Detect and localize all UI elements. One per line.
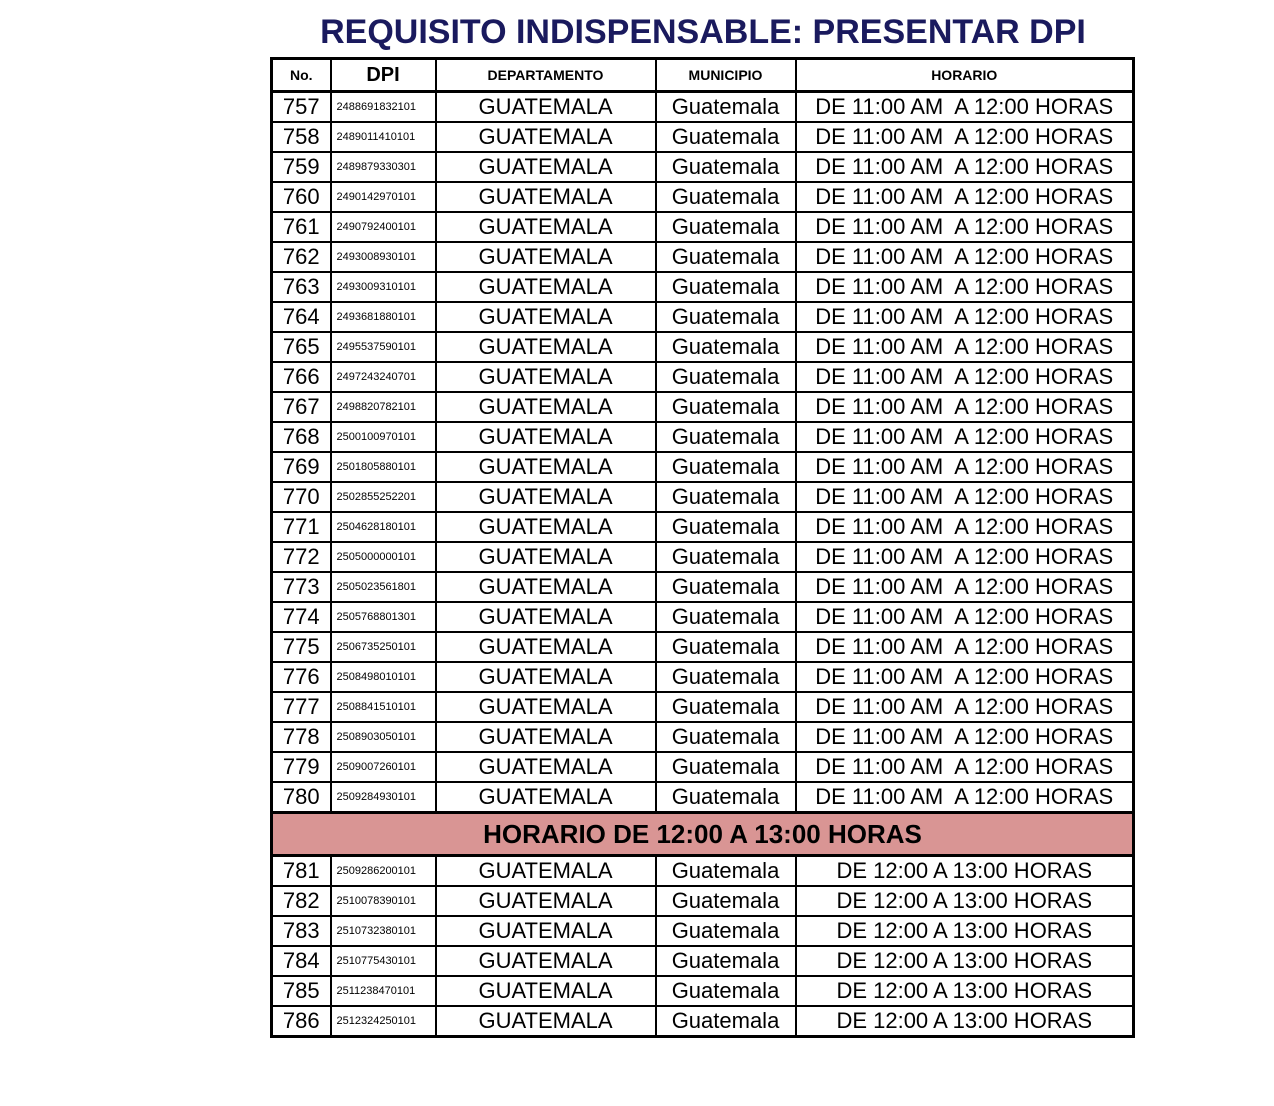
cell-departamento: GUATEMALA — [436, 272, 656, 302]
cell-municipio: Guatemala — [656, 916, 796, 946]
table-row — [272, 242, 1134, 272]
cell-horario: DE 11:00 AM A 12:00 HORAS — [796, 182, 1134, 212]
cell-no: 782 — [272, 886, 331, 916]
cell-municipio: Guatemala — [656, 886, 796, 916]
cell-dpi: 2510078390101 — [331, 886, 436, 916]
cell-municipio: Guatemala — [656, 572, 796, 602]
cell-municipio: Guatemala — [656, 602, 796, 632]
cell-no: 764 — [272, 302, 331, 332]
cell-dpi: 2505000000101 — [331, 542, 436, 572]
table-row — [272, 512, 1134, 542]
cell-no: 776 — [272, 662, 331, 692]
cell-horario: DE 11:00 AM A 12:00 HORAS — [796, 632, 1134, 662]
cell-dpi: 2505768801301 — [331, 602, 436, 632]
cell-horario: DE 11:00 AM A 12:00 HORAS — [796, 212, 1134, 242]
cell-horario: DE 12:00 A 13:00 HORAS — [796, 946, 1134, 976]
cell-no: 767 — [272, 392, 331, 422]
cell-municipio: Guatemala — [656, 272, 796, 302]
cell-dpi: 2509284930101 — [331, 782, 436, 813]
cell-dpi: 2501805880101 — [331, 452, 436, 482]
cell-departamento: GUATEMALA — [436, 1006, 656, 1037]
cell-departamento: GUATEMALA — [436, 242, 656, 272]
table-header-row — [272, 59, 1134, 92]
cell-departamento: GUATEMALA — [436, 782, 656, 813]
table-row — [272, 212, 1134, 242]
cell-departamento: GUATEMALA — [436, 422, 656, 452]
table-row — [272, 332, 1134, 362]
cell-no: 781 — [272, 856, 331, 887]
cell-no: 757 — [272, 92, 331, 123]
cell-municipio: Guatemala — [656, 512, 796, 542]
cell-horario: DE 11:00 AM A 12:00 HORAS — [796, 782, 1134, 813]
cell-departamento: GUATEMALA — [436, 542, 656, 572]
cell-departamento: GUATEMALA — [436, 886, 656, 916]
cell-no: 765 — [272, 332, 331, 362]
cell-dpi: 2508498010101 — [331, 662, 436, 692]
cell-horario: DE 11:00 AM A 12:00 HORAS — [796, 92, 1134, 123]
table-row — [272, 362, 1134, 392]
cell-dpi: 2490792400101 — [331, 212, 436, 242]
cell-horario: DE 11:00 AM A 12:00 HORAS — [796, 242, 1134, 272]
cell-municipio: Guatemala — [656, 1006, 796, 1037]
column-header-no: No. — [272, 59, 331, 92]
table-row — [272, 886, 1134, 916]
cell-departamento: GUATEMALA — [436, 856, 656, 887]
cell-dpi: 2510732380101 — [331, 916, 436, 946]
cell-horario: DE 11:00 AM A 12:00 HORAS — [796, 452, 1134, 482]
cell-departamento: GUATEMALA — [436, 632, 656, 662]
cell-municipio: Guatemala — [656, 212, 796, 242]
cell-no: 773 — [272, 572, 331, 602]
table-row — [272, 422, 1134, 452]
cell-horario: DE 12:00 A 13:00 HORAS — [796, 976, 1134, 1006]
cell-horario: DE 12:00 A 13:00 HORAS — [796, 1006, 1134, 1037]
cell-dpi: 2508841510101 — [331, 692, 436, 722]
cell-dpi: 2510775430101 — [331, 946, 436, 976]
cell-no: 785 — [272, 976, 331, 1006]
cell-dpi: 2498820782101 — [331, 392, 436, 422]
table-row — [272, 542, 1134, 572]
cell-municipio: Guatemala — [656, 856, 796, 887]
cell-no: 777 — [272, 692, 331, 722]
cell-departamento: GUATEMALA — [436, 362, 656, 392]
cell-dpi: 2505023561801 — [331, 572, 436, 602]
cell-no: 770 — [272, 482, 331, 512]
cell-no: 779 — [272, 752, 331, 782]
cell-dpi: 2493681880101 — [331, 302, 436, 332]
cell-municipio: Guatemala — [656, 362, 796, 392]
cell-dpi: 2508903050101 — [331, 722, 436, 752]
cell-dpi: 2504628180101 — [331, 512, 436, 542]
cell-departamento: GUATEMALA — [436, 122, 656, 152]
cell-horario: DE 11:00 AM A 12:00 HORAS — [796, 572, 1134, 602]
cell-no: 766 — [272, 362, 331, 392]
cell-municipio: Guatemala — [656, 92, 796, 123]
cell-departamento: GUATEMALA — [436, 302, 656, 332]
cell-dpi: 2490142970101 — [331, 182, 436, 212]
cell-horario: DE 11:00 AM A 12:00 HORAS — [796, 602, 1134, 632]
cell-dpi: 2493009310101 — [331, 272, 436, 302]
cell-departamento: GUATEMALA — [436, 182, 656, 212]
cell-horario: DE 11:00 AM A 12:00 HORAS — [796, 422, 1134, 452]
cell-municipio: Guatemala — [656, 692, 796, 722]
cell-departamento: GUATEMALA — [436, 482, 656, 512]
cell-departamento: GUATEMALA — [436, 602, 656, 632]
cell-departamento: GUATEMALA — [436, 722, 656, 752]
cell-departamento: GUATEMALA — [436, 452, 656, 482]
cell-dpi: 2506735250101 — [331, 632, 436, 662]
cell-no: 768 — [272, 422, 331, 452]
cell-departamento: GUATEMALA — [436, 152, 656, 182]
cell-municipio: Guatemala — [656, 302, 796, 332]
cell-horario: DE 11:00 AM A 12:00 HORAS — [796, 542, 1134, 572]
cell-dpi: 2509007260101 — [331, 752, 436, 782]
cell-municipio: Guatemala — [656, 946, 796, 976]
cell-no: 774 — [272, 602, 331, 632]
cell-municipio: Guatemala — [656, 422, 796, 452]
page-title: REQUISITO INDISPENSABLE: PRESENTAR DPI — [320, 13, 1086, 51]
cell-municipio: Guatemala — [656, 782, 796, 813]
cell-municipio: Guatemala — [656, 332, 796, 362]
cell-dpi: 2509286200101 — [331, 856, 436, 887]
cell-departamento: GUATEMALA — [436, 572, 656, 602]
cell-no: 759 — [272, 152, 331, 182]
table-row — [272, 482, 1134, 512]
cell-horario: DE 11:00 AM A 12:00 HORAS — [796, 302, 1134, 332]
cell-dpi: 2488691832101 — [331, 92, 436, 123]
cell-horario: DE 11:00 AM A 12:00 HORAS — [796, 482, 1134, 512]
section-heading-group — [272, 813, 1134, 856]
cell-no: 761 — [272, 212, 331, 242]
cell-horario: DE 12:00 A 13:00 HORAS — [796, 856, 1134, 887]
cell-horario: DE 12:00 A 13:00 HORAS — [796, 916, 1134, 946]
cell-departamento: GUATEMALA — [436, 916, 656, 946]
cell-dpi: 2489011410101 — [331, 122, 436, 152]
cell-horario: DE 11:00 AM A 12:00 HORAS — [796, 692, 1134, 722]
cell-municipio: Guatemala — [656, 242, 796, 272]
cell-municipio: Guatemala — [656, 482, 796, 512]
column-header-dpi: DPI — [331, 59, 436, 92]
table-row — [272, 272, 1134, 302]
cell-municipio: Guatemala — [656, 632, 796, 662]
table-row — [272, 946, 1134, 976]
cell-no: 762 — [272, 242, 331, 272]
cell-departamento: GUATEMALA — [436, 512, 656, 542]
cell-municipio: Guatemala — [656, 976, 796, 1006]
cell-dpi: 2502855252201 — [331, 482, 436, 512]
table-row — [272, 782, 1134, 813]
column-header-municipio: MUNICIPIO — [656, 59, 796, 92]
cell-departamento: GUATEMALA — [436, 392, 656, 422]
section-heading: HORARIO DE 12:00 A 13:00 HORAS — [272, 813, 1134, 856]
cell-no: 780 — [272, 782, 331, 813]
cell-horario: DE 11:00 AM A 12:00 HORAS — [796, 152, 1134, 182]
cell-dpi: 2495537590101 — [331, 332, 436, 362]
cell-horario: DE 11:00 AM A 12:00 HORAS — [796, 722, 1134, 752]
cell-no: 769 — [272, 452, 331, 482]
schedule-table — [270, 57, 1135, 1038]
cell-horario: DE 11:00 AM A 12:00 HORAS — [796, 752, 1134, 782]
cell-departamento: GUATEMALA — [436, 752, 656, 782]
cell-horario: DE 11:00 AM A 12:00 HORAS — [796, 392, 1134, 422]
cell-departamento: GUATEMALA — [436, 946, 656, 976]
table-row — [272, 752, 1134, 782]
table-row — [272, 632, 1134, 662]
cell-no: 775 — [272, 632, 331, 662]
cell-no: 763 — [272, 272, 331, 302]
cell-dpi: 2511238470101 — [331, 976, 436, 1006]
cell-no: 772 — [272, 542, 331, 572]
cell-municipio: Guatemala — [656, 722, 796, 752]
group-2-rows — [272, 856, 1134, 1037]
table-row — [272, 182, 1134, 212]
cell-horario: DE 11:00 AM A 12:00 HORAS — [796, 362, 1134, 392]
table-row — [272, 452, 1134, 482]
cell-municipio: Guatemala — [656, 452, 796, 482]
table-row — [272, 856, 1134, 887]
cell-horario: DE 11:00 AM A 12:00 HORAS — [796, 662, 1134, 692]
cell-horario: DE 11:00 AM A 12:00 HORAS — [796, 122, 1134, 152]
cell-no: 784 — [272, 946, 331, 976]
cell-municipio: Guatemala — [656, 122, 796, 152]
cell-municipio: Guatemala — [656, 752, 796, 782]
table-row — [272, 722, 1134, 752]
cell-departamento: GUATEMALA — [436, 212, 656, 242]
cell-no: 786 — [272, 1006, 331, 1037]
cell-departamento: GUATEMALA — [436, 92, 656, 123]
cell-departamento: GUATEMALA — [436, 976, 656, 1006]
cell-horario: DE 11:00 AM A 12:00 HORAS — [796, 512, 1134, 542]
table-row — [272, 602, 1134, 632]
table-row — [272, 662, 1134, 692]
cell-departamento: GUATEMALA — [436, 332, 656, 362]
table-row — [272, 916, 1134, 946]
cell-no: 760 — [272, 182, 331, 212]
cell-departamento: GUATEMALA — [436, 692, 656, 722]
table-row — [272, 976, 1134, 1006]
group-1-rows — [272, 92, 1134, 813]
column-header-horario: HORARIO — [796, 59, 1134, 92]
table-row — [272, 302, 1134, 332]
table-row — [272, 92, 1134, 123]
table-row — [272, 572, 1134, 602]
cell-municipio: Guatemala — [656, 182, 796, 212]
cell-dpi: 2512324250101 — [331, 1006, 436, 1037]
cell-departamento: GUATEMALA — [436, 662, 656, 692]
cell-municipio: Guatemala — [656, 662, 796, 692]
cell-dpi: 2500100970101 — [331, 422, 436, 452]
column-header-departamento: DEPARTAMENTO — [436, 59, 656, 92]
cell-no: 771 — [272, 512, 331, 542]
cell-horario: DE 11:00 AM A 12:00 HORAS — [796, 272, 1134, 302]
table-row — [272, 122, 1134, 152]
cell-dpi: 2497243240701 — [331, 362, 436, 392]
table-row — [272, 392, 1134, 422]
cell-municipio: Guatemala — [656, 152, 796, 182]
table-row — [272, 1006, 1134, 1037]
section-heading-row — [272, 813, 1134, 856]
cell-municipio: Guatemala — [656, 392, 796, 422]
cell-dpi: 2489879330301 — [331, 152, 436, 182]
cell-horario: DE 11:00 AM A 12:00 HORAS — [796, 332, 1134, 362]
cell-dpi: 2493008930101 — [331, 242, 436, 272]
table-row — [272, 152, 1134, 182]
cell-horario: DE 12:00 A 13:00 HORAS — [796, 886, 1134, 916]
table-row — [272, 692, 1134, 722]
cell-municipio: Guatemala — [656, 542, 796, 572]
cell-no: 758 — [272, 122, 331, 152]
cell-no: 778 — [272, 722, 331, 752]
cell-no: 783 — [272, 916, 331, 946]
